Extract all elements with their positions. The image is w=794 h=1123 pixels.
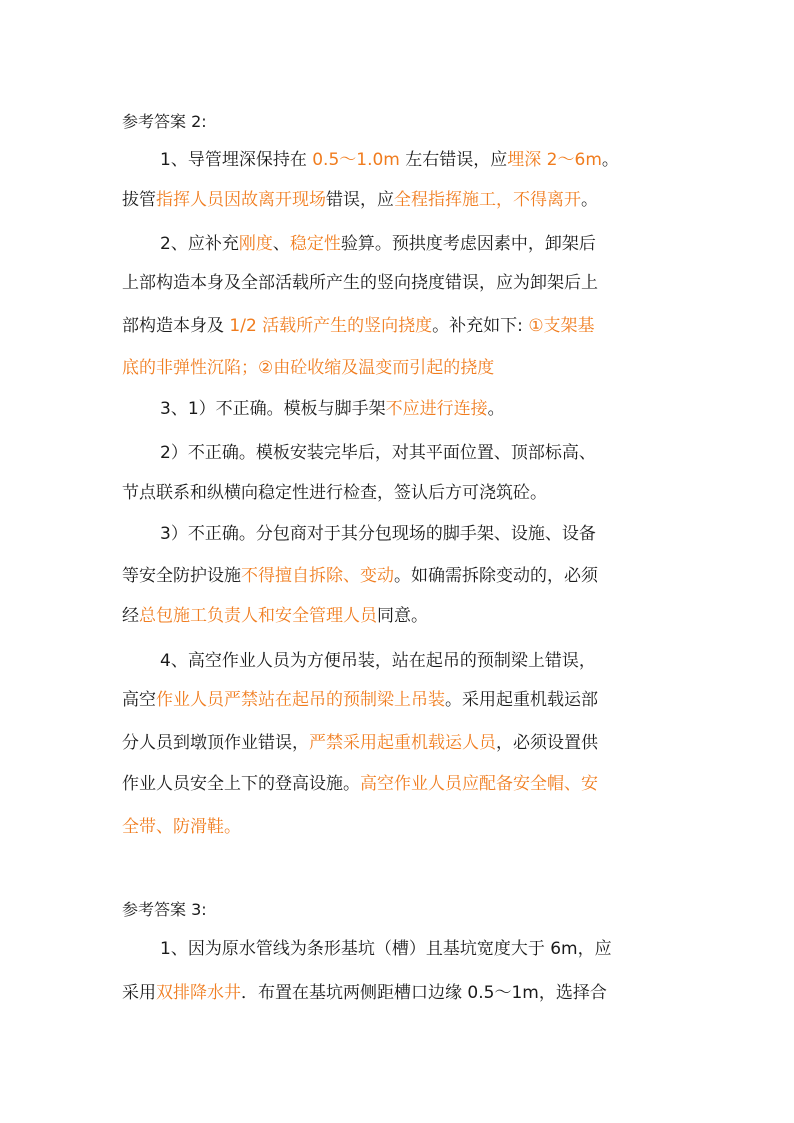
section2-line (160, 397, 505, 421)
section3-heading: 参考答案 3: (122, 900, 207, 919)
text-run: 上部构造本身及全部活载所产生的竖向挠度错误，应为卸架后上 (122, 273, 598, 293)
section2-heading: 参考答案 2: (122, 112, 207, 131)
text-run: 左右错误，应 (399, 150, 508, 170)
section2-line (122, 815, 241, 839)
text-run: 经 (122, 606, 139, 626)
highlighted-text: 不应进行连接 (385, 399, 488, 419)
section2-line (160, 148, 619, 172)
text-run: 。 (487, 399, 505, 419)
text-run: 1、导管埋深保持在 (160, 150, 313, 170)
section2-line (122, 731, 598, 755)
text-run: 。补充如下: (432, 316, 529, 336)
section2-line (122, 271, 598, 295)
text-run: 。 (601, 150, 619, 170)
section2-line (122, 604, 428, 628)
highlighted-text: 稳定性 (289, 234, 341, 254)
highlighted-text: 双排降水井 (156, 983, 241, 1003)
text-run: 、 (272, 234, 290, 254)
section2-line (122, 481, 547, 505)
text-run: 高空 (122, 690, 156, 710)
text-run: 。采用起重机载运部 (445, 690, 598, 710)
section2-line (160, 649, 596, 673)
section2-line (122, 188, 598, 212)
text-run: 等安全防护设施 (122, 566, 241, 586)
highlighted-text: 0.5～1.0m (312, 150, 400, 170)
text-run: 作业人员安全上下的登高设施。 (122, 774, 360, 794)
highlighted-text: 全带、防滑鞋。 (122, 817, 241, 837)
text-run: 采用 (122, 983, 156, 1003)
text-run: 2）不正确。模板安装完毕后，对其平面位置、顶部标高、 (160, 443, 596, 463)
text-run: 。 (581, 190, 598, 210)
text-run: 拔管 (122, 190, 156, 210)
highlighted-text: ①支架基 (528, 316, 595, 336)
text-run: 部构造本身及 (122, 316, 230, 336)
text-run: 错误，应 (326, 190, 394, 210)
text-run: 分人员到墩顶作业错误， (122, 733, 309, 753)
text-run: 1、因为原水管线为条形基坑（槽）且基坑宽度大于 6m，应 (160, 939, 612, 959)
highlighted-text: 全程指挥施工，不得离开 (394, 190, 581, 210)
highlighted-text: 底的非弹性沉陷；②由砼收缩及温变而引起的挠度 (122, 358, 495, 378)
text-run: 同意。 (377, 606, 428, 626)
text-run: 2、应补充 (160, 234, 239, 254)
highlighted-text: 严禁采用起重机载运人员 (309, 733, 496, 753)
highlighted-text: 指挥人员因故离开现场 (156, 190, 326, 210)
section2-line (160, 522, 596, 546)
highlighted-text: 1/2 活载所产生的竖向挠度 (229, 316, 433, 336)
highlighted-text: 刚度 (238, 234, 273, 254)
text-run: 3）不正确。分包商对于其分包现场的脚手架、设施、设备 (160, 524, 596, 544)
section2-line (122, 772, 598, 796)
highlighted-text: 不得擅自拆除、变动 (241, 566, 394, 586)
highlighted-text: 作业人员严禁站在起吊的预制梁上吊装 (156, 690, 445, 710)
text-run: 4、高空作业人员为方便吊装，站在起吊的预制梁上错误， (160, 651, 596, 671)
text-run: 3、1）不正确。模板与脚手架 (160, 399, 386, 419)
text-run: 验算。预拱度考虑因素中，卸架后 (340, 234, 596, 254)
text-run: 节点联系和纵横向稳定性进行检查，签认后方可浇筑砼。 (122, 483, 547, 503)
text-run: 。如确需拆除变动的，必须 (394, 566, 598, 586)
section2-line (160, 232, 596, 256)
section3-line (122, 981, 607, 1005)
highlighted-text: 高空作业人员应配备安全帽、安 (360, 774, 598, 794)
highlighted-text: 埋深 2～6m (507, 150, 602, 170)
section3-line (160, 937, 612, 961)
highlighted-text: 总包施工负责人和安全管理人员 (139, 606, 377, 626)
text-run: ．布置在基坑两侧距槽口边缘 0.5～1m，选择合 (241, 983, 607, 1003)
section2-line (160, 441, 596, 465)
section2-line (122, 564, 598, 588)
section2-line (122, 356, 494, 380)
text-run: ，必须设置供 (496, 733, 598, 753)
section2-line (122, 314, 595, 338)
section2-line (122, 688, 598, 712)
